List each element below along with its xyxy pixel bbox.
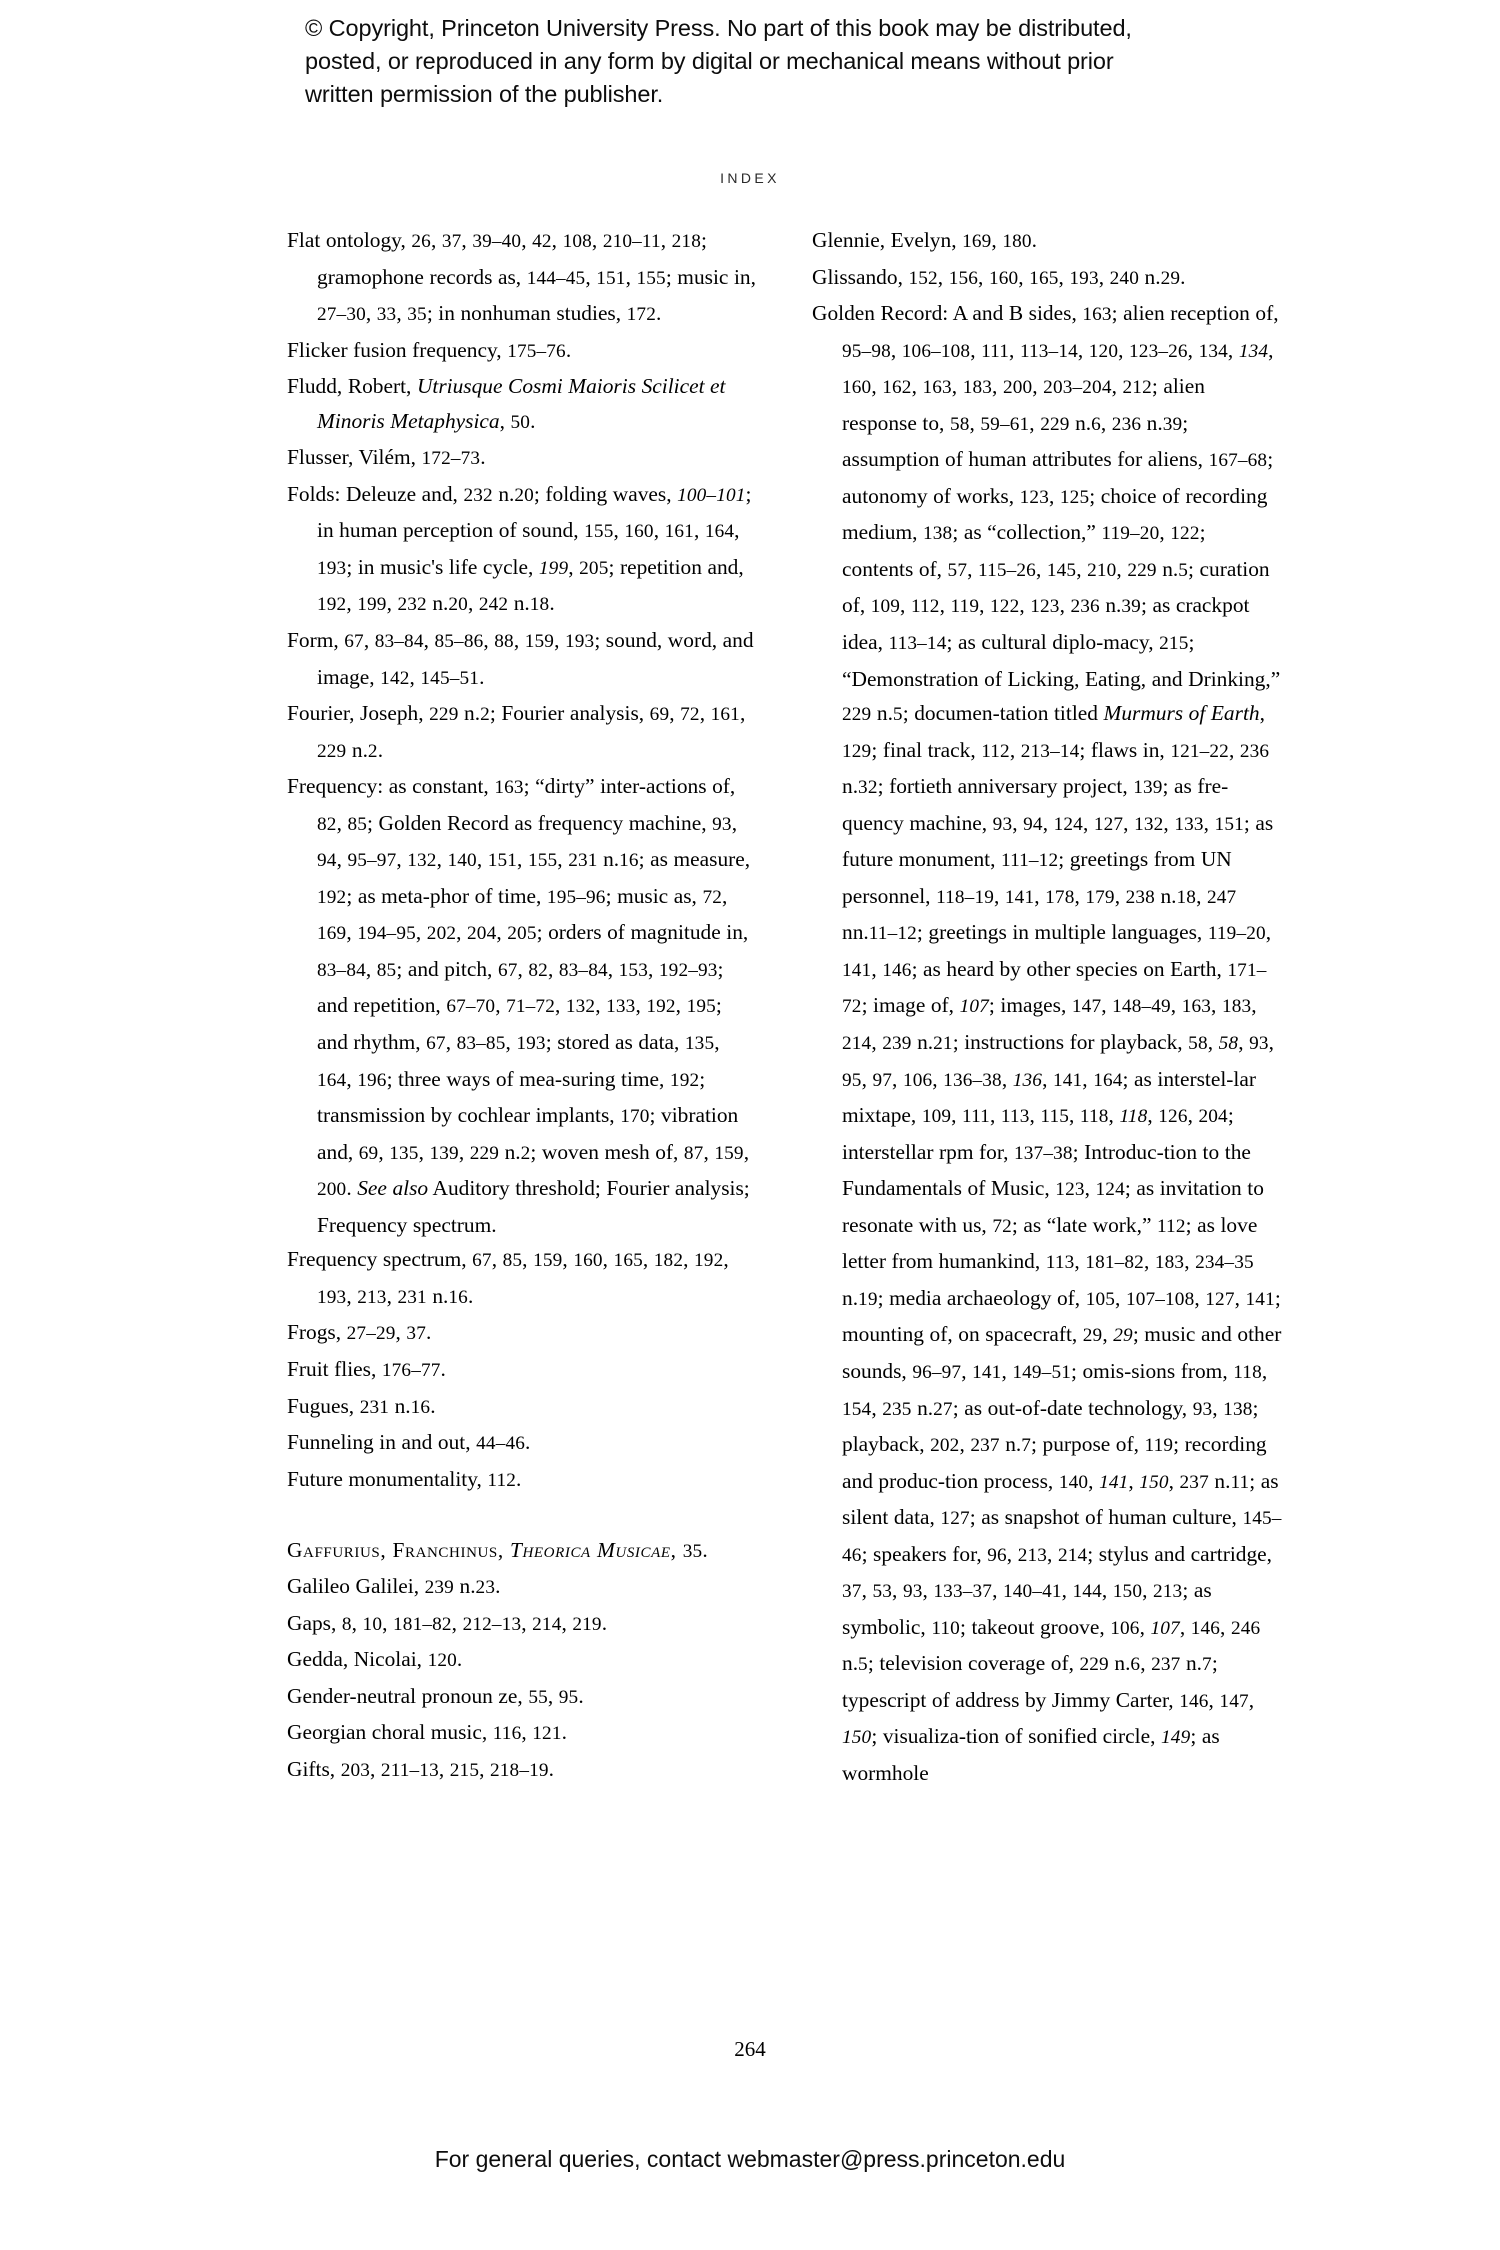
index-column-right <box>812 223 1282 1791</box>
index-entry: Frequency: as constant, 163; “dirty” inter-actions of, 82, 85; Golden Record as frequency machine, 93, 94, 95–97, 132, 140, 151, 155, 231 n.16; as measure, 192; as meta-phor of time, 195–96; music as, 72, 169, 194–95, 202, 204, 205; orders of magnitude in, 83–84, 85; and pitch, 67, 82, 83–84, 153, 192–93; and repetition, 67–70, 71–72, 132, 133, 192, 195; and rhythm, 67, 83–85, 193; stored as data, 135, 164, 196; three ways of mea-suring time, 192; transmission by cochlear implants, 170; vibration and, 69, 135, 139, 229 n.2; woven mesh of, 87, 159, 200. See also Auditory threshold; Fourier analysis; Frequency spectrum. <box>287 774 751 1237</box>
index-entry-letter-heading: Gaffurius, Franchinus, Theorica Musicae, 35. <box>287 1537 709 1562</box>
page-number: 264 <box>734 2037 766 2061</box>
index-entry: Gender-neutral pronoun ze, 55, 95. <box>287 1683 584 1708</box>
index-entry: Georgian choral music, 116, 121. <box>287 1720 567 1745</box>
index-entry: Golden Record: A and B sides, 163; alien reception of, 95–98, 106–108, 111, 113–14, 120, 123–26, 134, 134, 160, 162, 163, 183, 200, 203–204, 212; alien response to, 58, 59–61, 229 n.6, 236 n.39; assumption of human attributes for aliens, 167–68; autonomy of works, 123, 125; choice of recording medium, 138; as “collection,” 119–20, 122; contents of, 57, 115–26, 145, 210, 229 n.5; curation of, 109, 112, 119, 122, 123, 236 n.39; as crackpot idea, 113–14; as cultural diplo-macy, 215; “Demonstration of Licking, Eating, and Drinking,” 229 n.5; documen-tation titled Murmurs of Earth, 129; final track, 112, 213–14; flaws in, 121–22, 236 n.32; fortieth anniversary project, 139; as fre-quency machine, 93, 94, 124, 127, 132, 133, 151; as future monument, 111–12; greetings from UN personnel, 118–19, 141, 178, 179, 238 n.18, 247 nn.11–12; greetings in multiple languages, 119–20, 141, 146; as heard by other species on Earth, 171–72; image of, 107; images, 147, 148–49, 163, 183, 214, 239 n.21; instructions for playback, 58, 58, 93, 95, 97, 106, 136–38, 136, 141, 164; as interstel-lar mixtape, 109, 111, 113, 115, 118, 118, 126, 204; interstellar rpm for, 137–38; Introduc-tion to the Fundamentals of Music, 123, 124; as invitation to resonate with us, 72; as “late work,” 112; as love letter from humankind, 113, 181–82, 183, 234–35 n.19; media archaeology of, 105, 107–108, 127, 141; mounting of, on spacecraft, 29, 29; music and other sounds, 96–97, 141, 149–51; omis-sions from, 118, 154, 235 n.27; as out-of-date technology, 93, 138; playback, 202, 237 n.7; purpose of, 119; recording and produc-tion process, 140, 141, 150, 237 n.11; as silent data, 127; as snapshot of human culture, 145–46; speakers for, 96, 213, 214; stylus and cartridge, 37, 53, 93, 133–37, 140–41, 144, 150, 213; as symbolic, 110; takeout groove, 106, 107, 146, 246 n.5; television coverage of, 229 n.6, 237 n.7; typescript of address by Jimmy Carter, 146, 147, 150; visualiza-tion of sonified circle, 149; as wormhole <box>812 301 1282 1785</box>
index-entry: Gifts, 203, 211–13, 215, 218–19. <box>287 1756 555 1781</box>
index-body <box>0 223 1500 1923</box>
index-entry: Fruit flies, 176–77. <box>287 1356 446 1381</box>
letter-group-gap <box>287 1498 757 1533</box>
index-entry: Folds: Deleuze and, 232 n.20; folding waves, 100–101; in human perception of sound, 155, 160, 161, 164, 193; in music's life cycle, 199, 205; repetition and, 192, 199, 232 n.20, 242 n.18. <box>287 481 752 616</box>
index-entry: Flicker fusion frequency, 175–76. <box>287 337 572 362</box>
running-head: INDEX <box>720 170 780 186</box>
index-entry: Gedda, Nicolai, 120. <box>287 1647 463 1672</box>
index-entry: Galileo Galilei, 239 n.23. <box>287 1574 501 1599</box>
copyright-notice: © Copyright, Princeton University Press. No part of this book may be distributed, posted, or reproduced in any form by digital or mechanical means without prior written permission of the publisher. <box>305 15 1132 107</box>
index-entry: Flat ontology, 26, 37, 39–40, 42, 108, 210–11, 218; gramophone records as, 144–45, 151, 155; music in, 27–30, 33, 35; in nonhuman studies, 172. <box>287 228 756 326</box>
index-entry: Fourier, Joseph, 229 n.2; Fourier analysis, 69, 72, 161, 229 n.2. <box>287 701 746 762</box>
index-entry: Fludd, Robert, Utriusque Cosmi Maioris Scilicet et Minoris Metaphysica, 50. <box>287 374 726 433</box>
general-queries-notice: For general queries, contact webmaster@press.princeton.edu <box>434 2146 1066 2172</box>
index-entry: Future monumentality, 112. <box>287 1466 522 1491</box>
index-entry: Glissando, 152, 156, 160, 165, 193, 240 n.29. <box>812 264 1186 289</box>
index-entry: Form, 67, 83–84, 85–86, 88, 159, 193; sound, word, and image, 142, 145–51. <box>287 628 754 689</box>
index-entry: Frequency spectrum, 67, 85, 159, 160, 165, 182, 192, 193, 213, 231 n.16. <box>287 1247 729 1308</box>
index-column-left <box>287 223 757 1789</box>
index-entry: Flusser, Vilém, 172–73. <box>287 445 486 470</box>
index-entry: Glennie, Evelyn, 169, 180. <box>812 228 1038 252</box>
index-entry: Fugues, 231 n.16. <box>287 1393 436 1418</box>
index-entry: Funneling in and out, 44–46. <box>287 1430 531 1455</box>
index-entry: Gaps, 8, 10, 181–82, 212–13, 214, 219. <box>287 1610 608 1635</box>
index-entry: Frogs, 27–29, 37. <box>287 1320 432 1345</box>
